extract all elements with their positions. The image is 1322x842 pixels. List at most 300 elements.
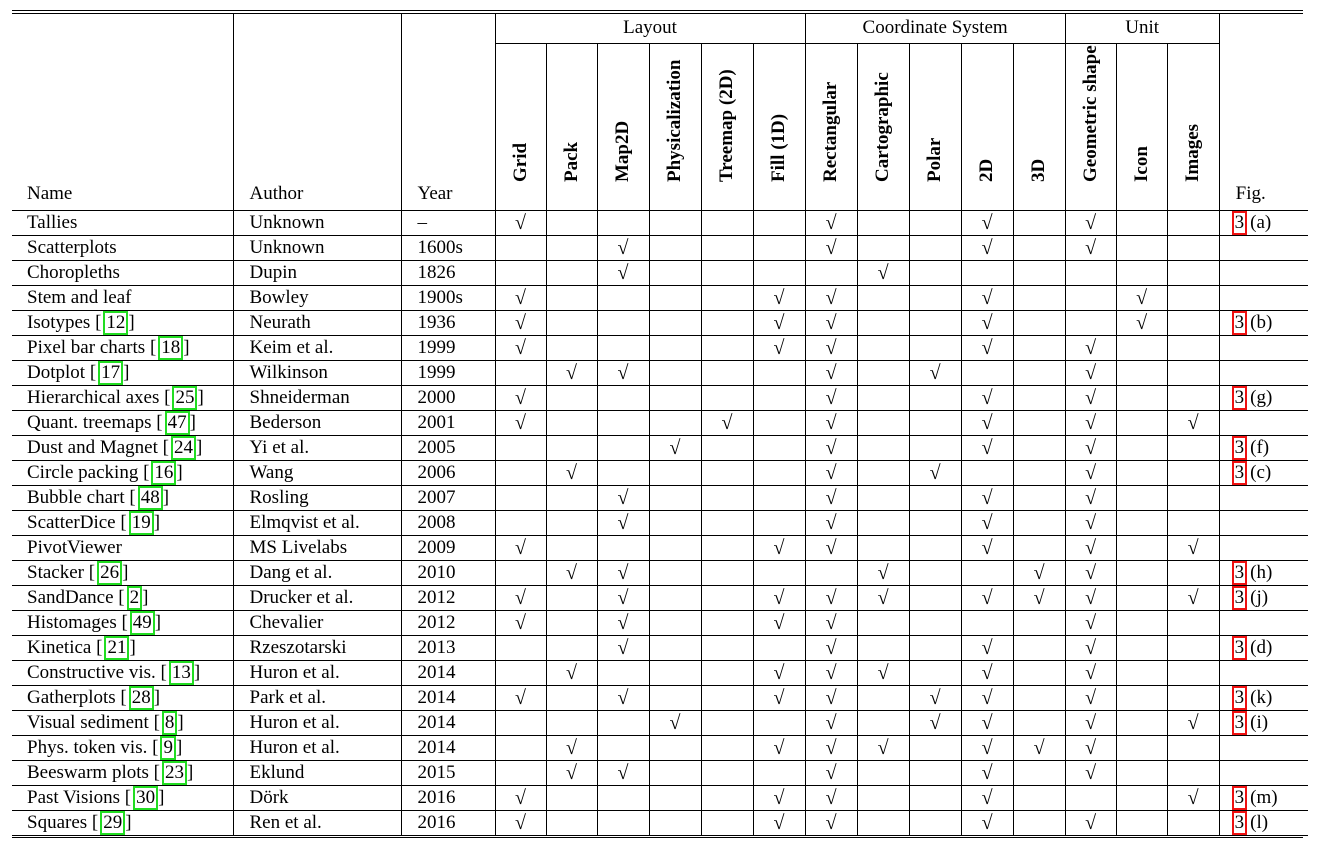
table-row (12, 235, 1308, 260)
cell-3d (1013, 660, 1065, 685)
cell-fill-1d (753, 335, 805, 360)
cell-name: Beeswarm plots [ 23 ] (12, 760, 233, 785)
checkmark-icon: √ (515, 311, 526, 334)
citation-link[interactable]: 30 (133, 786, 158, 810)
cell-fig (1219, 785, 1308, 810)
cell-polar (909, 385, 961, 410)
header-author: Author (233, 14, 401, 210)
cell-rectangular (805, 760, 857, 785)
checkmark-icon: √ (825, 486, 837, 509)
cell-grid (495, 485, 546, 510)
cell-grid (495, 735, 546, 760)
figure-subpanel: (l) (1250, 811, 1269, 833)
cell-geometric-shape (1065, 735, 1116, 760)
figure-ref-link[interactable]: 3 (1232, 811, 1248, 835)
cell-pack (546, 410, 597, 435)
cell-polar (909, 535, 961, 560)
cell-name: Kinetica [ 21 ] (12, 635, 233, 660)
checkmark-icon: √ (1085, 561, 1097, 584)
cell-grid (495, 310, 546, 335)
cell-fig (1219, 435, 1308, 460)
checkmark-icon: √ (721, 411, 733, 434)
technique-name: Past Visions (27, 786, 125, 808)
checkmark-icon: √ (1085, 536, 1097, 559)
cell-fill-1d (753, 635, 805, 660)
cell-rectangular (805, 360, 857, 385)
cell-treemap-2d (701, 585, 753, 610)
cell-year: 2005 (401, 435, 495, 460)
cell-2d (961, 685, 1013, 710)
cell-fill-1d (753, 610, 805, 635)
cell-fig (1219, 285, 1308, 310)
table-row (12, 360, 1308, 385)
cell-images (1167, 785, 1219, 810)
cell-author: Dupin (233, 260, 401, 285)
subheader-cartographic (857, 43, 909, 210)
figure-ref-link[interactable]: 3 (1232, 311, 1248, 335)
cell-polar (909, 460, 961, 485)
checkmark-icon: √ (1187, 711, 1199, 734)
subheader-label: Icon (1130, 145, 1152, 182)
citation-link[interactable]: 17 (98, 361, 123, 385)
checkmark-icon: √ (1085, 436, 1097, 459)
citation-link[interactable]: 9 (160, 736, 176, 760)
cell-treemap-2d (701, 310, 753, 335)
cell-icon (1116, 535, 1167, 560)
cell-polar (909, 585, 961, 610)
figure-ref-link[interactable]: 3 (1232, 686, 1248, 710)
checkmark-icon: √ (981, 761, 993, 784)
cell-2d (961, 260, 1013, 285)
cell-grid (495, 685, 546, 710)
cell-2d (961, 560, 1013, 585)
cell-images (1167, 485, 1219, 510)
cell-rectangular (805, 810, 857, 835)
technique-name: Visual sediment (27, 711, 154, 733)
cell-images (1167, 360, 1219, 385)
checkmark-icon: √ (877, 661, 889, 684)
checkmark-icon: √ (617, 361, 629, 384)
cell-2d (961, 785, 1013, 810)
checkmark-icon: √ (566, 761, 577, 784)
figure-subpanel: (m) (1250, 786, 1278, 808)
cell-year: 2014 (401, 735, 495, 760)
table-row (12, 760, 1308, 785)
cell-geometric-shape (1065, 660, 1116, 685)
figure-ref-link[interactable]: 3 (1232, 636, 1248, 660)
checkmark-icon: √ (566, 736, 577, 759)
checkmark-icon: √ (617, 636, 629, 659)
figure-ref-link[interactable]: 3 (1232, 786, 1248, 810)
cell-pack (546, 285, 597, 310)
cell-year: 2008 (401, 510, 495, 535)
cell-fill-1d (753, 460, 805, 485)
table-row (12, 485, 1308, 510)
figure-ref-link[interactable]: 3 (1232, 711, 1248, 735)
citation-link[interactable]: 48 (138, 486, 163, 510)
cell-icon (1116, 610, 1167, 635)
cell-grid (495, 285, 546, 310)
cell-author: Wang (233, 460, 401, 485)
checkmark-icon: √ (981, 411, 993, 434)
cell-year: 1999 (401, 335, 495, 360)
cell-treemap-2d (701, 460, 753, 485)
cell-geometric-shape (1065, 710, 1116, 735)
cell-rectangular (805, 260, 857, 285)
cell-rectangular (805, 485, 857, 510)
citation-link[interactable]: 21 (104, 636, 129, 660)
checkmark-icon: √ (515, 286, 526, 309)
cell-icon (1116, 635, 1167, 660)
cell-physicalization (649, 210, 701, 235)
header-fig: Fig. (1219, 14, 1308, 210)
technique-name: Gatherplots (27, 686, 121, 708)
cell-treemap-2d (701, 510, 753, 535)
cell-physicalization (649, 760, 701, 785)
cell-rectangular (805, 535, 857, 560)
cell-icon (1116, 335, 1167, 360)
cell-fig (1219, 535, 1308, 560)
cell-cartographic (857, 485, 909, 510)
cell-physicalization (649, 610, 701, 635)
table-row (12, 410, 1308, 435)
checkmark-icon: √ (981, 386, 993, 409)
checkmark-icon: √ (929, 461, 941, 484)
cell-3d (1013, 410, 1065, 435)
cell-cartographic (857, 785, 909, 810)
checkmark-icon: √ (825, 661, 837, 684)
cell-3d (1013, 735, 1065, 760)
figure-subpanel: (f) (1250, 436, 1270, 458)
cell-rectangular (805, 460, 857, 485)
cell-year: 2014 (401, 660, 495, 685)
checkmark-icon: √ (773, 286, 785, 309)
cell-fill-1d (753, 685, 805, 710)
cell-3d (1013, 235, 1065, 260)
cell-fill-1d (753, 560, 805, 585)
cell-physicalization (649, 285, 701, 310)
cell-2d (961, 310, 1013, 335)
checkmark-icon: √ (1085, 361, 1097, 384)
cell-grid (495, 510, 546, 535)
technique-name: Scatterplots (27, 236, 117, 258)
table-row (12, 385, 1308, 410)
checkmark-icon: √ (669, 436, 681, 459)
cell-2d (961, 660, 1013, 685)
citation-link[interactable]: 2 (127, 586, 143, 610)
cell-author: Huron et al. (233, 660, 401, 685)
cell-icon (1116, 710, 1167, 735)
checkmark-icon: √ (1085, 336, 1097, 359)
cell-map2d (597, 310, 649, 335)
cell-physicalization (649, 235, 701, 260)
figure-subpanel: (a) (1250, 211, 1272, 233)
cell-year: 2010 (401, 560, 495, 585)
table-row (12, 810, 1308, 835)
table-row (12, 335, 1308, 360)
table-row (12, 460, 1308, 485)
checkmark-icon: √ (566, 661, 577, 684)
cell-treemap-2d (701, 335, 753, 360)
cell-3d (1013, 635, 1065, 660)
checkmark-icon: √ (515, 386, 526, 409)
cell-polar (909, 735, 961, 760)
cell-rectangular (805, 685, 857, 710)
cell-images (1167, 585, 1219, 610)
cell-icon (1116, 685, 1167, 710)
cell-icon (1116, 810, 1167, 835)
cell-fill-1d (753, 785, 805, 810)
subheader-geometric-shape (1065, 43, 1116, 210)
cell-author: Keim et al. (233, 335, 401, 360)
cell-icon (1116, 410, 1167, 435)
checkmark-icon: √ (981, 586, 993, 609)
cell-icon (1116, 210, 1167, 235)
bottom-rule (12, 837, 1303, 838)
cell-cartographic (857, 610, 909, 635)
cell-author: Huron et al. (233, 710, 401, 735)
citation-link[interactable]: 23 (162, 761, 187, 785)
checkmark-icon: √ (1085, 236, 1097, 259)
cell-cartographic (857, 360, 909, 385)
cell-name: Phys. token vis. [ 9 ] (12, 735, 233, 760)
cell-cartographic (857, 760, 909, 785)
cell-images (1167, 610, 1219, 635)
cell-polar (909, 685, 961, 710)
cell-cartographic (857, 435, 909, 460)
table-row (12, 510, 1308, 535)
cell-2d (961, 810, 1013, 835)
table-row (12, 435, 1308, 460)
cell-physicalization (649, 510, 701, 535)
cell-rectangular (805, 785, 857, 810)
checkmark-icon: √ (1085, 386, 1097, 409)
cell-3d (1013, 710, 1065, 735)
cell-images (1167, 560, 1219, 585)
technique-name: Isotypes (27, 311, 96, 333)
cell-name: Hierarchical axes [ 25 ] (12, 385, 233, 410)
checkmark-icon: √ (981, 686, 993, 709)
header-year: Year (401, 14, 495, 210)
cell-fill-1d (753, 310, 805, 335)
citation-link[interactable]: 19 (129, 511, 154, 535)
cell-physicalization (649, 585, 701, 610)
cell-grid (495, 385, 546, 410)
cell-geometric-shape (1065, 235, 1116, 260)
group-header-coordinate-system: Coordinate System (805, 14, 1065, 43)
cell-icon (1116, 235, 1167, 260)
cell-grid (495, 560, 546, 585)
citation-link[interactable]: 49 (130, 611, 155, 635)
cell-images (1167, 285, 1219, 310)
figure-ref-link[interactable]: 3 (1232, 386, 1248, 410)
subheader-label: Geometric shape (1079, 44, 1101, 182)
cell-3d (1013, 260, 1065, 285)
technique-name: ScatterDice (27, 511, 121, 533)
citation-link[interactable]: 26 (97, 561, 122, 585)
cell-cartographic (857, 685, 909, 710)
cell-rectangular (805, 385, 857, 410)
checkmark-icon: √ (617, 486, 629, 509)
cell-grid (495, 410, 546, 435)
cell-fig (1219, 710, 1308, 735)
table-header (12, 14, 1308, 210)
cell-physicalization (649, 810, 701, 835)
citation-link[interactable]: 8 (162, 711, 178, 735)
checkmark-icon: √ (1085, 486, 1097, 509)
cell-2d (961, 435, 1013, 460)
checkmark-icon: √ (1033, 586, 1045, 609)
checkmark-icon: √ (773, 736, 785, 759)
table-row (12, 210, 1308, 235)
cell-geometric-shape (1065, 410, 1116, 435)
cell-author: Unknown (233, 210, 401, 235)
cell-physicalization (649, 560, 701, 585)
cell-2d (961, 360, 1013, 385)
cell-name: Visual sediment [ 8 ] (12, 710, 233, 735)
figure-ref-link[interactable]: 3 (1232, 461, 1248, 485)
checkmark-icon: √ (1085, 711, 1097, 734)
cell-rectangular (805, 635, 857, 660)
cell-fig (1219, 635, 1308, 660)
cell-physicalization (649, 310, 701, 335)
cell-geometric-shape (1065, 535, 1116, 560)
cell-fig (1219, 335, 1308, 360)
cell-icon (1116, 510, 1167, 535)
checkmark-icon: √ (825, 786, 837, 809)
cell-images (1167, 210, 1219, 235)
cell-2d (961, 710, 1013, 735)
cell-map2d (597, 510, 649, 535)
table-body (12, 210, 1308, 835)
cell-icon (1116, 310, 1167, 335)
cell-map2d (597, 360, 649, 385)
checkmark-icon: √ (515, 686, 526, 709)
subheader-label: 3D (1028, 158, 1050, 182)
cell-grid (495, 660, 546, 685)
cell-cartographic (857, 285, 909, 310)
cell-2d (961, 760, 1013, 785)
checkmark-icon: √ (877, 586, 889, 609)
citation-link[interactable]: 13 (169, 661, 194, 685)
cell-map2d (597, 285, 649, 310)
figure-ref-link[interactable]: 3 (1232, 561, 1248, 585)
checkmark-icon: √ (981, 236, 993, 259)
cell-physicalization (649, 460, 701, 485)
subheader-grid (495, 43, 546, 210)
figure-ref-link[interactable]: 3 (1232, 211, 1248, 235)
cell-3d (1013, 810, 1065, 835)
citation-link[interactable]: 29 (100, 811, 125, 835)
checkmark-icon: √ (1085, 411, 1097, 434)
cell-treemap-2d (701, 635, 753, 660)
checkmark-icon: √ (825, 511, 837, 534)
cell-rectangular (805, 710, 857, 735)
top-rule (12, 10, 1303, 11)
cell-author: Neurath (233, 310, 401, 335)
checkmark-icon: √ (1085, 211, 1097, 234)
checkmark-icon: √ (825, 736, 837, 759)
checkmark-icon: √ (825, 611, 837, 634)
cell-fig (1219, 210, 1308, 235)
cell-author: Bowley (233, 285, 401, 310)
cell-rectangular (805, 610, 857, 635)
cell-year: 2016 (401, 810, 495, 835)
cell-map2d (597, 710, 649, 735)
cell-year: 2016 (401, 785, 495, 810)
subheader-label: Pack (560, 141, 582, 182)
checkmark-icon: √ (566, 361, 577, 384)
checkmark-icon: √ (617, 586, 629, 609)
cell-images (1167, 685, 1219, 710)
cell-name: Past Visions [ 30 ] (12, 785, 233, 810)
cell-3d (1013, 435, 1065, 460)
cell-name: Histomages [ 49 ] (12, 610, 233, 635)
table-row (12, 560, 1308, 585)
cell-polar (909, 610, 961, 635)
cell-map2d (597, 235, 649, 260)
citation-link[interactable]: 28 (129, 686, 154, 710)
citation-link[interactable]: 18 (158, 336, 183, 360)
cell-treemap-2d (701, 685, 753, 710)
table-row (12, 535, 1308, 560)
checkmark-icon: √ (981, 511, 993, 534)
cell-geometric-shape (1065, 285, 1116, 310)
cell-geometric-shape (1065, 635, 1116, 660)
cell-cartographic (857, 335, 909, 360)
cell-rectangular (805, 310, 857, 335)
cell-author: Huron et al. (233, 735, 401, 760)
cell-author: Drucker et al. (233, 585, 401, 610)
table-row (12, 610, 1308, 635)
citation-link[interactable]: 16 (151, 461, 176, 485)
cell-icon (1116, 785, 1167, 810)
cell-cartographic (857, 810, 909, 835)
citation-link[interactable]: 25 (172, 386, 197, 410)
cell-polar (909, 435, 961, 460)
subheader-label: Map2D (612, 120, 633, 182)
cell-icon (1116, 735, 1167, 760)
checkmark-icon: √ (981, 311, 993, 334)
figure-ref-link[interactable]: 3 (1232, 586, 1248, 610)
table-row (12, 710, 1308, 735)
checkmark-icon: √ (825, 461, 837, 484)
cell-map2d (597, 485, 649, 510)
figure-subpanel: (b) (1250, 311, 1273, 333)
cell-physicalization (649, 385, 701, 410)
cell-cartographic (857, 510, 909, 535)
cell-cartographic (857, 660, 909, 685)
figure-ref-link[interactable]: 3 (1232, 436, 1248, 460)
citation-link[interactable]: 12 (103, 311, 128, 335)
cell-fig (1219, 410, 1308, 435)
citation-link[interactable]: 47 (165, 411, 190, 435)
checkmark-icon: √ (773, 611, 785, 634)
cell-name: Isotypes [ 12 ] (12, 310, 233, 335)
checkmark-icon: √ (877, 561, 889, 584)
figure-subpanel: (h) (1250, 561, 1273, 583)
checkmark-icon: √ (617, 561, 629, 584)
checkmark-icon: √ (825, 536, 837, 559)
citation-link[interactable]: 24 (171, 436, 196, 460)
checkmark-icon: √ (617, 761, 629, 784)
cell-fig (1219, 360, 1308, 385)
cell-pack (546, 360, 597, 385)
subheader-label: Cartographic (872, 71, 894, 182)
cell-pack (546, 810, 597, 835)
cell-rectangular (805, 210, 857, 235)
cell-treemap-2d (701, 435, 753, 460)
